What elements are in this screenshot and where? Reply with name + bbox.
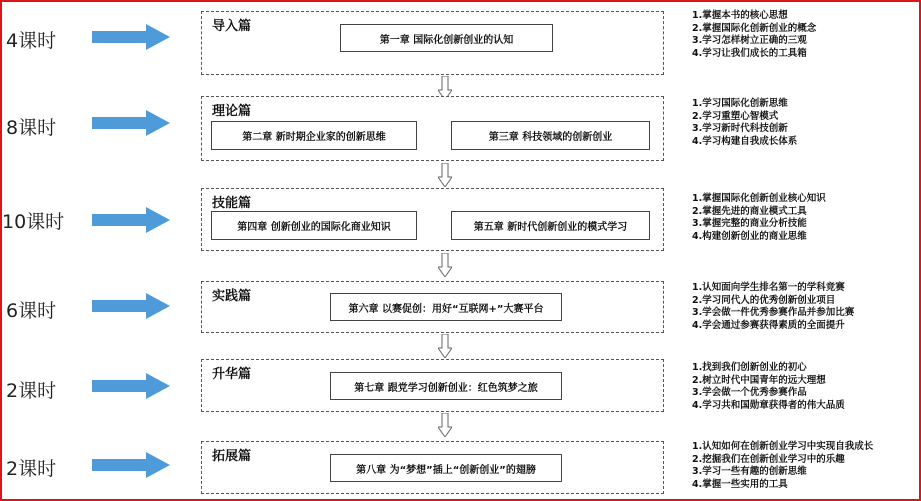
- right-arrow-icon: [92, 110, 170, 136]
- section-theory: [201, 96, 664, 161]
- goal-item: 1.找到我们创新创业的初心: [692, 362, 807, 373]
- chapter-box: 第一章 国际化创新创业的认知: [340, 24, 553, 52]
- goal-item: 4.学习构建自我成长体系: [692, 135, 798, 147]
- section-title: 升华篇: [212, 367, 252, 382]
- section-title: 实践篇: [212, 289, 252, 304]
- chapter-box: 第八章 为“梦想”插上“创新创业”的翅膀: [330, 454, 562, 482]
- right-arrow-icon: [92, 24, 170, 50]
- chapter-box: 第二章 新时期企业家的创新思维: [211, 121, 417, 150]
- right-arrow-icon: [92, 373, 170, 399]
- down-arrow-icon: [438, 413, 452, 437]
- goals-list-practice: [692, 282, 854, 332]
- right-arrow-icon: [92, 452, 170, 478]
- hours-label-skills: 10课时: [2, 211, 65, 233]
- section-extension: [201, 441, 664, 494]
- section-title: 拓展篇: [212, 449, 252, 464]
- chapter-box: 第六章 以赛促创：用好“互联网+”大赛平台: [330, 293, 562, 321]
- goal-item: 2.掌握国际化创新创业的概念: [692, 22, 817, 34]
- chapter-box: 第四章 创新创业的国际化商业知识: [211, 211, 417, 240]
- goal-item: 3.学习一些有趣的创新思维: [692, 466, 807, 477]
- section-title: 导入篇: [212, 19, 252, 34]
- goal-item: 2.挖掘我们在创新创业学习中的乐趣: [692, 453, 845, 465]
- goal-item: 4.构建创新创业的商业思维: [692, 230, 807, 242]
- right-arrow-icon: [92, 207, 170, 233]
- hours-label-practice: 6课时: [6, 300, 57, 322]
- goal-item: 3.掌握完整的商业分析技能: [692, 218, 807, 229]
- goals-list-intro: [692, 10, 816, 60]
- section-practice: [201, 281, 664, 333]
- hours-label-intro: 4课时: [6, 30, 57, 52]
- down-arrow-icon: [438, 253, 452, 277]
- goal-item: 4.掌握一些实用的工具: [692, 478, 788, 490]
- section-sublimation: [201, 359, 664, 412]
- goal-item: 1.掌握国际化创新创业核心知识: [692, 193, 826, 204]
- goal-item: 4.学习让我们成长的工具箱: [692, 47, 807, 59]
- goal-item: 2.学习同代人的优秀创新创业项目: [692, 294, 836, 306]
- goal-item: 3.学会做一件优秀参赛作品并参加比赛: [692, 307, 855, 318]
- goal-item: 4.学会通过参赛获得素质的全面提升: [692, 319, 845, 331]
- chapter-box: 第五章 新时代创新创业的模式学习: [451, 211, 650, 240]
- right-arrow-icon: [92, 293, 170, 319]
- section-title: 技能篇: [212, 196, 252, 211]
- hours-label-extension: 2课时: [6, 458, 57, 480]
- section-skills: [201, 188, 664, 251]
- goal-item: 4.学习共和国勋章获得者的伟大品质: [692, 399, 845, 411]
- goal-item: 1.认知如何在创新创业学习中实现自我成长: [692, 441, 874, 452]
- down-arrow-icon: [438, 163, 452, 187]
- chapter-box: 第七章 跟党学习创新创业：红色筑梦之旅: [330, 372, 562, 400]
- section-intro: [201, 11, 664, 75]
- goals-list-skills: [692, 193, 826, 243]
- goals-list-sublimation: [692, 362, 845, 412]
- goal-item: 2.掌握先进的商业模式工具: [692, 205, 807, 217]
- goal-item: 3.学习怎样树立正确的三观: [692, 35, 807, 46]
- hours-label-sublimation: 2课时: [6, 380, 57, 402]
- goal-item: 3.学会做一个优秀参赛作品: [692, 387, 807, 398]
- goals-list-theory: [692, 98, 797, 148]
- hours-label-theory: 8课时: [6, 117, 57, 139]
- goal-item: 1.掌握本书的核心思想: [692, 10, 788, 21]
- goals-list-extension: [692, 441, 873, 491]
- goal-item: 2.学习重塑心智模式: [692, 110, 779, 122]
- goal-item: 1.学习国际化创新思维: [692, 98, 788, 109]
- chapter-box: 第三章 科技领域的创新创业: [451, 121, 650, 150]
- down-arrow-icon: [438, 334, 452, 358]
- goal-item: 1.认知面向学生排名第一的学科竞赛: [692, 282, 845, 293]
- goal-item: 2.树立时代中国青年的远大理想: [692, 374, 826, 386]
- section-title: 理论篇: [212, 104, 252, 119]
- goal-item: 3.学习新时代科技创新: [692, 123, 788, 134]
